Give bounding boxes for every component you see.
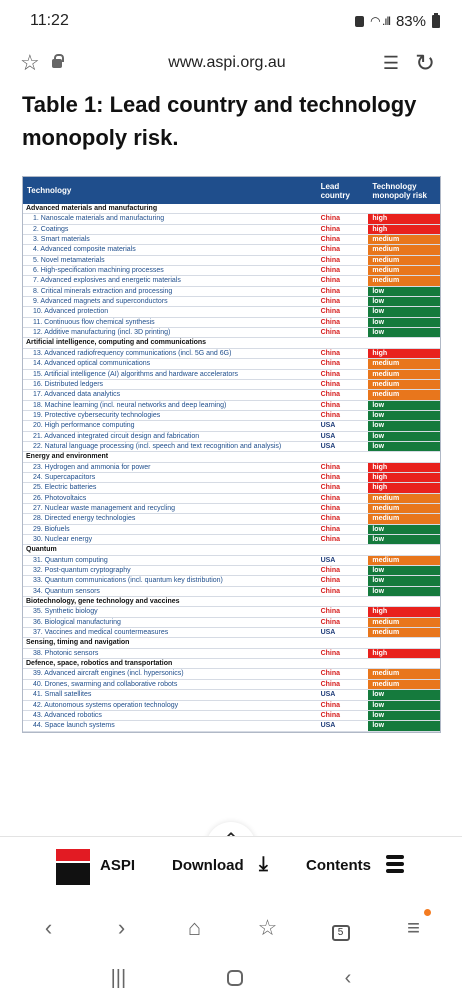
risk-cell: medium xyxy=(368,556,440,565)
technology-cell: 4. Advanced composite materials xyxy=(33,246,136,254)
header-lead-country: Lead country xyxy=(320,181,350,200)
risk-cell: medium xyxy=(368,669,440,678)
table-row xyxy=(23,266,440,276)
technology-cell: 23. Hydrogen and ammonia for power xyxy=(33,463,151,471)
technology-cell: 12. Additive manufacturing (incl. 3D printing) xyxy=(33,329,171,337)
technology-cell: 27. Nuclear waste management and recycling xyxy=(33,504,176,512)
monopoly-risk-table xyxy=(22,176,441,733)
table-row xyxy=(23,411,440,421)
lead-country-cell: China xyxy=(320,287,341,295)
lead-country-cell: USA xyxy=(320,629,336,637)
category-row: Energy and environment xyxy=(23,452,440,462)
technology-cell: 24. Supercapacitors xyxy=(33,473,96,481)
table-row xyxy=(23,721,440,731)
contents-button[interactable]: Contents xyxy=(306,857,371,874)
vpn-icon xyxy=(355,16,364,27)
table-row xyxy=(23,669,440,679)
lead-country-cell: China xyxy=(320,267,341,275)
category-row: Sensing, timing and navigation xyxy=(23,638,440,648)
table-row xyxy=(23,525,440,535)
tabs-button[interactable] xyxy=(316,915,366,941)
lead-country-cell: China xyxy=(320,360,341,368)
lead-country-cell: China xyxy=(320,701,341,709)
table-row xyxy=(23,711,440,721)
technology-cell: 31. Quantum computing xyxy=(33,556,108,564)
lead-country-cell: China xyxy=(320,608,341,616)
table-row xyxy=(23,442,440,452)
battery-percent: 83% xyxy=(395,12,426,30)
technology-cell: 11. Continuous flow chemical synthesis xyxy=(33,318,155,326)
lead-country-cell: China xyxy=(320,298,341,306)
table-row xyxy=(23,401,440,411)
table-row xyxy=(23,649,440,659)
risk-cell: medium xyxy=(368,245,440,254)
table-row xyxy=(23,556,440,566)
table-row xyxy=(23,483,440,493)
status-bar xyxy=(0,0,462,42)
lead-country-cell: China xyxy=(320,515,341,523)
contents-menu-icon[interactable] xyxy=(386,855,404,873)
risk-cell: low xyxy=(368,411,440,420)
lead-country-cell: China xyxy=(320,236,341,244)
lead-country-cell: China xyxy=(320,277,341,285)
lead-country-cell: China xyxy=(320,484,341,492)
technology-cell: 39. Advanced aircraft engines (incl. hypersonics) xyxy=(33,670,184,678)
technology-cell: 29. Biofuels xyxy=(33,525,70,533)
lead-country-cell: China xyxy=(320,349,341,357)
download-icon[interactable]: ⤓ xyxy=(259,853,268,875)
risk-cell: low xyxy=(368,442,440,451)
table-row xyxy=(23,380,440,390)
technology-cell: 21. Advanced integrated circuit design and fabrication xyxy=(33,432,200,440)
technology-cell: 2. Coatings xyxy=(33,225,69,233)
lead-country-cell: China xyxy=(320,670,341,678)
table-row xyxy=(23,276,440,286)
table-row xyxy=(23,421,440,431)
aspi-logo[interactable] xyxy=(56,849,90,885)
risk-cell: low xyxy=(368,576,440,585)
risk-cell: low xyxy=(368,401,440,410)
risk-cell: low xyxy=(368,690,440,699)
forward-icon[interactable]: › xyxy=(117,915,126,940)
risk-cell: low xyxy=(368,307,440,316)
table-row xyxy=(23,245,440,255)
technology-cell: 19. Protective cybersecurity technologies xyxy=(33,411,161,419)
table-row xyxy=(23,463,440,473)
technology-cell: 14. Advanced optical communications xyxy=(33,360,151,368)
risk-cell: medium xyxy=(368,680,440,689)
browser-nav-bar xyxy=(0,900,462,956)
risk-cell: medium xyxy=(368,628,440,637)
technology-cell: 9. Advanced magnets and superconductors xyxy=(33,298,168,306)
risk-cell: medium xyxy=(368,504,440,513)
table-row xyxy=(23,297,440,307)
lead-country-cell: China xyxy=(320,256,341,264)
risk-cell: low xyxy=(368,587,440,596)
risk-cell: low xyxy=(368,701,440,710)
recent-apps-icon[interactable]: ||| xyxy=(110,966,127,989)
lead-country-cell: China xyxy=(320,649,341,657)
category-row: Defence, space, robotics and transportation xyxy=(23,659,440,669)
technology-cell: 40. Drones, swarming and collaborative robots xyxy=(33,680,178,688)
table-row xyxy=(23,566,440,576)
technology-cell: 25. Electric batteries xyxy=(33,484,97,492)
technology-cell: 15. Artificial intelligence (AI) algorithms and hardware accelerators xyxy=(33,370,239,378)
lead-country-cell: USA xyxy=(320,442,336,450)
risk-cell: high xyxy=(368,349,440,358)
risk-cell: medium xyxy=(368,359,440,368)
header-technology: Technology xyxy=(27,186,72,195)
lead-country-cell: China xyxy=(320,246,341,254)
technology-cell: 3. Smart materials xyxy=(33,236,90,244)
lead-country-cell: USA xyxy=(320,432,336,440)
lead-country-cell: China xyxy=(320,587,341,595)
risk-cell: high xyxy=(368,214,440,223)
table-row xyxy=(23,628,440,638)
risk-cell: low xyxy=(368,421,440,430)
table-row xyxy=(23,318,440,328)
document-toolbar xyxy=(0,836,462,900)
lead-country-cell: China xyxy=(320,577,341,585)
lead-country-cell: China xyxy=(320,380,341,388)
technology-cell: 41. Small satellites xyxy=(33,691,92,699)
url-bar xyxy=(0,42,462,84)
download-button[interactable]: Download xyxy=(172,857,244,874)
lead-country-cell: USA xyxy=(320,422,336,430)
technology-cell: 22. Natural language processing (incl. speech and text recognition and analysis) xyxy=(33,442,282,450)
lead-country-cell: China xyxy=(320,370,341,378)
table-row xyxy=(23,494,440,504)
risk-cell: low xyxy=(368,432,440,441)
technology-cell: 17. Advanced data analytics xyxy=(33,391,121,399)
lead-country-cell: China xyxy=(320,711,341,719)
technology-cell: 7. Advanced explosives and energetic materials xyxy=(33,277,181,285)
risk-cell: low xyxy=(368,328,440,337)
browser-menu-icon[interactable]: ≡ xyxy=(389,915,439,941)
lead-country-cell: USA xyxy=(320,556,336,564)
clock: 11:22 xyxy=(30,12,69,29)
lead-country-cell: China xyxy=(320,567,341,575)
system-home-icon[interactable] xyxy=(227,970,243,986)
table-row xyxy=(23,514,440,524)
table-row xyxy=(23,432,440,442)
lead-country-cell: China xyxy=(320,536,341,543)
table-row xyxy=(23,307,440,317)
table-body xyxy=(23,204,440,732)
technology-cell: 33. Quantum communications (incl. quantum key distribution) xyxy=(33,577,223,585)
table-row xyxy=(23,359,440,369)
table-row xyxy=(23,618,440,628)
risk-cell: low xyxy=(368,566,440,575)
reader-mode-icon[interactable]: ☰ xyxy=(382,52,400,73)
technology-cell: 38. Photonic sensors xyxy=(33,649,99,657)
risk-cell: low xyxy=(368,297,440,306)
lead-country-cell: China xyxy=(320,329,341,337)
header-monopoly-risk: Technology monopoly risk xyxy=(372,181,428,200)
lead-country-cell: China xyxy=(320,411,341,419)
risk-cell: medium xyxy=(368,514,440,523)
bookmark-star-icon[interactable]: ☆ xyxy=(20,50,40,75)
notification-dot xyxy=(424,909,431,916)
home-icon[interactable]: ⌂ xyxy=(187,915,202,940)
technology-cell: 8. Critical minerals extraction and processing xyxy=(33,287,173,295)
technology-cell: 35. Synthetic biology xyxy=(33,608,98,616)
technology-cell: 42. Autonomous systems operation technology xyxy=(33,701,179,709)
category-row: Advanced materials and manufacturing xyxy=(23,204,440,214)
category-row: Quantum xyxy=(23,545,440,555)
technology-cell: 34. Quantum sensors xyxy=(33,587,100,595)
table-row xyxy=(23,214,440,224)
brand-name[interactable]: ASPI xyxy=(100,857,136,874)
risk-cell: low xyxy=(368,535,440,544)
table-row xyxy=(23,535,440,545)
table-row xyxy=(23,235,440,245)
lead-country-cell: China xyxy=(320,391,341,399)
risk-cell: medium xyxy=(368,266,440,275)
risk-cell: high xyxy=(368,649,440,658)
lead-country-cell: USA xyxy=(320,722,336,730)
lead-country-cell: China xyxy=(320,494,341,502)
risk-cell: medium xyxy=(368,380,440,389)
risk-cell: low xyxy=(368,525,440,534)
signal-icon: ◠ .ıll xyxy=(370,14,390,28)
url-text[interactable]: www.aspi.org.au xyxy=(168,54,286,71)
technology-cell: 28. Directed energy technologies xyxy=(33,515,136,523)
bookmarks-star-icon[interactable]: ☆ xyxy=(257,915,278,940)
table-row xyxy=(23,504,440,514)
tab-count: 5 xyxy=(332,925,350,941)
table-row xyxy=(23,256,440,266)
technology-cell: 44. Space launch systems xyxy=(33,722,115,730)
back-icon[interactable]: ‹ xyxy=(44,915,53,940)
risk-cell: medium xyxy=(368,390,440,399)
risk-cell: low xyxy=(368,318,440,327)
risk-cell: high xyxy=(368,463,440,472)
lead-country-cell: China xyxy=(320,680,341,688)
technology-cell: 10. Advanced protection xyxy=(33,308,109,316)
battery-icon xyxy=(432,15,440,28)
category-row: Artificial intelligence, computing and communications xyxy=(23,338,440,348)
technology-cell: 37. Vaccines and medical countermeasures xyxy=(33,629,169,637)
table-row xyxy=(23,349,440,359)
lead-country-cell: China xyxy=(320,473,341,481)
risk-cell: high xyxy=(368,607,440,616)
risk-cell: medium xyxy=(368,276,440,285)
risk-cell: medium xyxy=(368,235,440,244)
risk-cell: low xyxy=(368,287,440,296)
category-row: Biotechnology, gene technology and vaccines xyxy=(23,597,440,607)
lead-country-cell: China xyxy=(320,401,341,409)
risk-cell: medium xyxy=(368,494,440,503)
technology-cell: 18. Machine learning (incl. neural networks and deep learning) xyxy=(33,401,227,409)
risk-cell: medium xyxy=(368,256,440,265)
lead-country-cell: USA xyxy=(320,691,336,699)
risk-cell: high xyxy=(368,473,440,482)
system-back-icon[interactable]: ‹ xyxy=(344,966,352,989)
technology-cell: 6. High-specification machining processes xyxy=(33,267,164,275)
table-row xyxy=(23,587,440,597)
table-row xyxy=(23,225,440,235)
table-row xyxy=(23,690,440,700)
technology-cell: 32. Post-quantum cryptography xyxy=(33,567,131,575)
risk-cell: low xyxy=(368,721,440,730)
technology-cell: 13. Advanced radiofrequency communications (incl. 5G and 6G) xyxy=(33,349,232,357)
system-nav-bar xyxy=(0,956,462,1000)
technology-cell: 20. High performance computing xyxy=(33,422,135,430)
secure-lock-icon[interactable] xyxy=(52,59,80,68)
lead-country-cell: China xyxy=(320,215,341,223)
table-row xyxy=(23,473,440,483)
table-row xyxy=(23,607,440,617)
lead-country-cell: China xyxy=(320,463,341,471)
technology-cell: 26. Photovoltaics xyxy=(33,494,87,502)
table-row xyxy=(23,680,440,690)
risk-cell: medium xyxy=(368,370,440,379)
risk-cell: medium xyxy=(368,618,440,627)
table-row xyxy=(23,576,440,586)
risk-cell: high xyxy=(368,483,440,492)
technology-cell: 36. Biological manufacturing xyxy=(33,618,121,626)
lead-country-cell: China xyxy=(320,618,341,626)
technology-cell: 43. Advanced robotics xyxy=(33,711,102,719)
table-row xyxy=(23,370,440,380)
risk-cell: high xyxy=(368,225,440,234)
lead-country-cell: China xyxy=(320,525,341,533)
technology-cell: 5. Novel metamaterials xyxy=(33,256,105,264)
table-row xyxy=(23,328,440,338)
table-row xyxy=(23,287,440,297)
risk-cell: low xyxy=(368,711,440,720)
lead-country-cell: China xyxy=(320,225,341,233)
table-row xyxy=(23,390,440,400)
status-icons xyxy=(355,13,440,30)
page-title: Table 1: Lead country and technology monopoly risk. xyxy=(22,92,417,150)
technology-cell: 1. Nanoscale materials and manufacturing xyxy=(33,215,165,223)
technology-cell: 30. Nuclear energy xyxy=(33,536,93,543)
lead-country-cell: China xyxy=(320,308,341,316)
lead-country-cell: China xyxy=(320,504,341,512)
table-header xyxy=(23,177,440,204)
table-row xyxy=(23,701,440,711)
technology-cell: 16. Distributed ledgers xyxy=(33,380,104,388)
lead-country-cell: China xyxy=(320,318,341,326)
reload-icon[interactable]: ↻ xyxy=(414,49,436,77)
